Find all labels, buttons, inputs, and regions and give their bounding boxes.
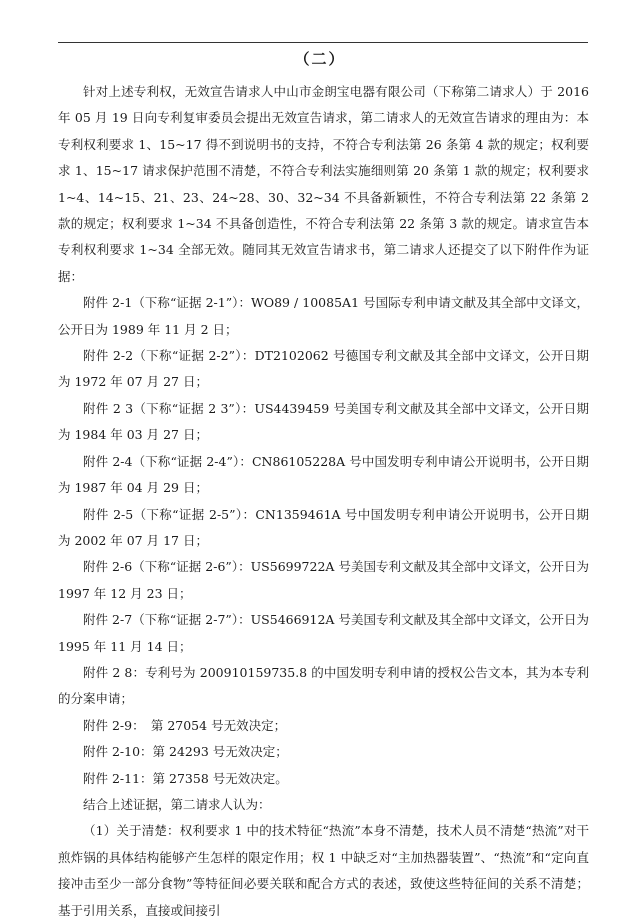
header-rule (58, 42, 588, 43)
exhibit-2-4: 附件 2-4（下称“证据 2-4”）：CN86105228A 号中国发明专利申请公开说明书，公开日期为 1987 年 04 月 29 日； (58, 453, 589, 496)
clarity-argument: （1）关于清楚：权利要求 1 中的技术特征“热流”本身不清楚，技术人员不清楚“热流”对干煎炸锅的具体结构能够产生怎样的限定作用；权 1 中缺乏对“主加热器装置”、“热流”和“定向直接冲击至少一部分食物”等特征间必要关联和配合方式的表述，致使这些特征间的关系不清楚；基于引用关系，直接或间接引 (58, 823, 589, 918)
exhibit-2-7: 附件 2-7（下称“证据 2-7”）：US5466912A 号美国专利文献及其全部中文译文，公开日为 1995 年 11 月 14 日； (58, 612, 589, 654)
exhibit-2-9: 附件 2-9： 第 27054 号无效决定； (83, 717, 287, 733)
exhibit-2-3: 附件 2 3（下称“证据 2 3”）：US4439459 号美国专利文献及其全部中文译文，公开日期为 1984 年 03 月 27 日； (58, 400, 589, 443)
exhibit-2-1: 附件 2-1（下称“证据 2-1”）：WO89 / 10085A1 号国际专利申请文献及其全部中文译文，公开日为 1989 年 11 月 2 日； (58, 295, 589, 337)
exhibit-2-2: 附件 2-2（下称“证据 2-2”）：DT2102062 号德国专利文献及其全部中文译文，公开日期为 1972 年 07 月 27 日； (58, 348, 589, 390)
document-body (58, 79, 589, 924)
exhibit-2-8: 附件 2 8：专利号为 200910159735.8 的中国发明专利申请的授权公告文本，其为本专利的分案申请； (58, 664, 589, 707)
conclusion-intro: 结合上述证据，第二请求人认为： (83, 796, 271, 812)
exhibit-2-6: 附件 2-6（下称“证据 2-6”）：US5699722A 号美国专利文献及其全部中文译文，公开日为 1997 年 12 月 23 日； (58, 559, 589, 601)
section-heading: （二） (294, 50, 346, 68)
exhibit-2-10: 附件 2-10：第 24293 号无效决定； (83, 744, 288, 760)
exhibit-2-5: 附件 2-5（下称“证据 2-5”）：CN1359461A 号中国发明专利申请公开说明书，公开日期为 2002 年 07 月 17 日； (58, 506, 589, 548)
exhibit-2-11: 附件 2-11：第 27358 号无效决定。 (83, 770, 288, 786)
intro-paragraph: 针对上述专利权，无效宣告请求人中山市金朗宝电器有限公司（下称第二请求人）于 2016 年 05 月 19 日向专利复审委员会提出无效宣告请求，第二请求人的无效宣告请求的理由为：本专利权利要求 1、15~17 得不到说明书的支持，不符合专利法第 26 条第 4 款的规定；权利要求 1、15~17 请求保护范围不清楚，不符合专利法实施细则第 20 条第 1 款的规定；权利要求 1~4、14~15、21、23、24~28、30、32~34 不具备新颖性，不符合专利法第 22 条第 2 款的规定；权利要求 1~34 不具备创造性，不符合专利法第 22 条第 3 款的规定。请求宣告本专利权利要求 1~34 全部无效。随同其无效宣告请求书，第二请求人还提交了以下附件作为证据： (58, 84, 589, 284)
